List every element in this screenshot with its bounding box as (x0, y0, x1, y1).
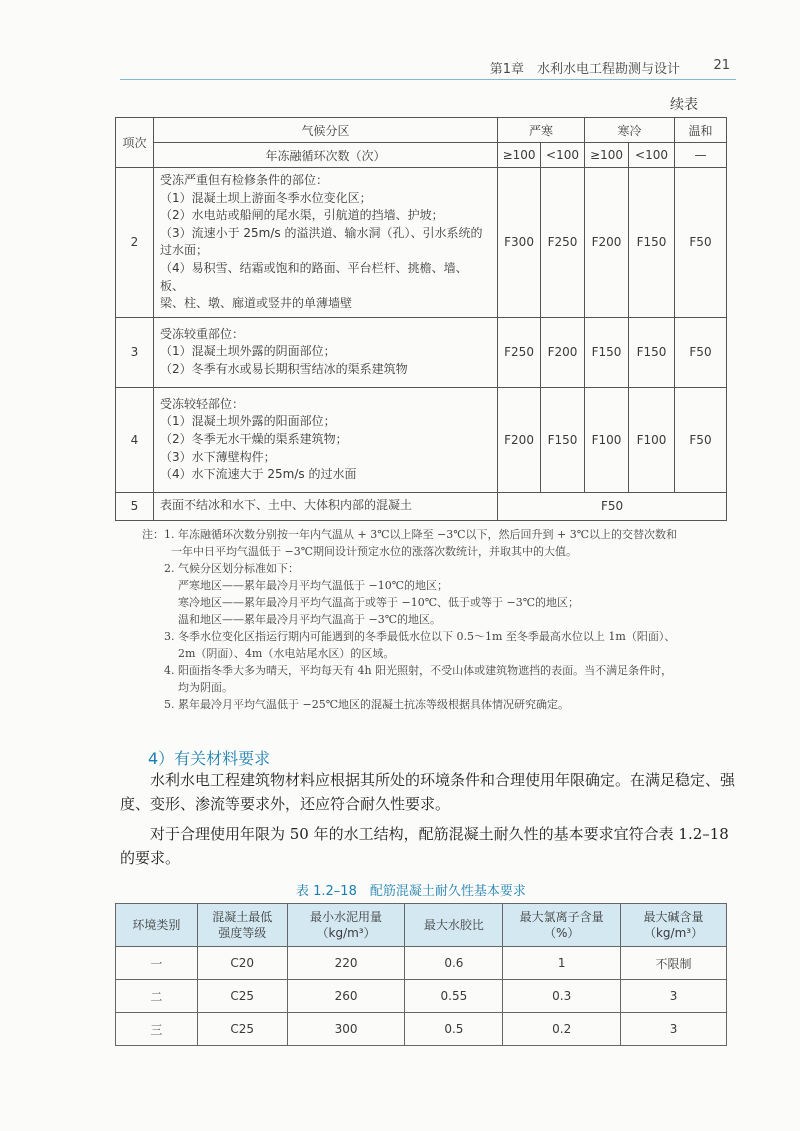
header-cell (197, 904, 287, 947)
desc-line: （4）水下流速大于 25m/s 的过水面 (159, 467, 357, 482)
table-row (116, 168, 727, 318)
note-line: 严寒地区——累年最冷月平均气温低于 −10℃的地区； (178, 579, 449, 592)
header-cell (287, 904, 405, 947)
table-cell: 220 (287, 947, 405, 980)
desc-line: （2）水电站或船闸的尾水渠，引航道的挡墙、护坡； (159, 208, 444, 223)
chapter-title: 第1章 水利水电工程勘测与设计 (489, 62, 680, 77)
durability-table (115, 903, 727, 1046)
header-line: （kg/m³） (316, 926, 376, 940)
threshold-cell: <100 (541, 143, 585, 168)
desc-line: （2）冬季有水或易长期积雪结冰的渠系建筑物 (159, 362, 408, 377)
table-cell: 0.3 (503, 980, 621, 1013)
desc-line: （3）水下薄壁构件； (159, 449, 276, 464)
item-cell: 4 (116, 387, 154, 492)
note-line: 寒冷地区——累年最冷月平均气温高于或等于 −10℃、低于或等于 −3℃的地区； (178, 596, 580, 609)
desc-line: 受冻较轻部位： (159, 396, 244, 411)
zone-mild: 温和 (675, 118, 727, 143)
env-class-cell: 三 (116, 1013, 198, 1046)
note-line: 2. 气候分区划分标准如下： (164, 562, 299, 575)
desc-cell (153, 387, 497, 492)
env-class-cell: 二 (116, 980, 198, 1013)
header-cell (503, 904, 621, 947)
value-cell: F50 (675, 387, 727, 492)
value-cell: F150 (629, 317, 675, 387)
continued-label: 续表 (670, 97, 698, 113)
value-cell: F200 (498, 387, 541, 492)
table-cell: 0.2 (503, 1013, 621, 1046)
desc-line: （2）冬季无水干燥的渠系建筑物； (159, 431, 348, 446)
header-cell (116, 904, 198, 947)
page-header (0, 50, 740, 80)
note-line: 注：1. 年冻融循环次数分别按一年内气温从 + 3℃以上降至 −3℃以下，然后回升到 + 3℃以上的交替次数和 (142, 528, 678, 541)
page-number: 21 (713, 58, 730, 73)
table-cell: 3 (621, 980, 727, 1013)
note-line: 均为阴面。 (178, 681, 233, 694)
value-cell: F100 (629, 387, 675, 492)
table-row (116, 1013, 727, 1046)
note-line: 2m（阴面）、4m（水电站尾水区）的区域。 (178, 647, 395, 660)
climate-zone-header: 气候分区 (153, 118, 497, 143)
desc-line: 受冻较重部位： (159, 326, 244, 341)
table-cell: 不限制 (621, 947, 727, 980)
threshold-cell: — (675, 143, 727, 168)
col-item-header: 项次 (116, 118, 154, 168)
header-line: 最小水泥用量 (310, 910, 383, 924)
note-line: 3. 冬季水位变化区指运行期内可能遇到的冬季最低水位以下 0.5～1m 至冬季最高水位以上 1m（阳面）、 (164, 630, 676, 643)
table-row (116, 387, 727, 492)
threshold-cell: ≥100 (498, 143, 541, 168)
section-heading: 4）有关材料要求 (148, 749, 271, 768)
desc-cell: 表面不结冰和水下、土中、大体积内部的混凝土 (153, 492, 497, 520)
table-cell: 0.5 (405, 1013, 503, 1046)
desc-line: （1）混凝土坝外露的阳面部位； (159, 414, 336, 429)
item-cell: 5 (116, 492, 154, 520)
note-line: 温和地区——累年最冷月平均气温高于 −3℃的地区。 (178, 613, 442, 626)
desc-cell (153, 168, 497, 318)
desc-line: （1）混凝土坝外露的阴面部位； (159, 344, 336, 359)
frost-resistance-table (115, 117, 727, 521)
table-notes (142, 526, 742, 713)
header-line: 强度等级 (218, 926, 267, 940)
table-cell: 0.6 (405, 947, 503, 980)
value-cell: F150 (629, 168, 675, 318)
value-cell: F50 (675, 317, 727, 387)
table-cell: C25 (197, 1013, 287, 1046)
table-row (116, 492, 727, 520)
desc-line: 受冻严重但有检修条件的部位： (159, 173, 328, 187)
threshold-cell: ≥100 (585, 143, 629, 168)
table-caption: 表 1.2–18 配筋混凝土耐久性基本要求 (296, 884, 526, 899)
header-cell (621, 904, 727, 947)
table-cell: 3 (621, 1013, 727, 1046)
header-rule (120, 79, 736, 80)
item-cell: 3 (116, 317, 154, 387)
zone-severe: 严寒 (498, 118, 585, 143)
zone-cold: 寒冷 (585, 118, 675, 143)
desc-line: （4）易积雪、结霜或饱和的路面、平台栏杆、挑檐、墙、板、 (159, 260, 468, 293)
value-cell: F250 (498, 317, 541, 387)
table-cell: 1 (503, 947, 621, 980)
value-cell: F250 (541, 168, 585, 318)
table-cell: 300 (287, 1013, 405, 1046)
value-cell: F300 (498, 168, 541, 318)
item-cell: 2 (116, 168, 154, 318)
note-line: 一年中日平均气温低于 −3℃期间设计预定水位的涨落次数统计，并取其中的大值。 (171, 545, 578, 558)
value-cell: F150 (541, 387, 585, 492)
header-line: 最大氯离子含量 (519, 910, 604, 924)
table-cell: 0.55 (405, 980, 503, 1013)
desc-cell (153, 317, 497, 387)
desc-line: 过水面； (159, 243, 208, 258)
header-line: （%） (543, 926, 580, 940)
note-line: 5. 累年最冷月平均气温低于 −25℃地区的混凝土抗冻等级根据具体情况研究确定。 (164, 698, 570, 711)
value-cell: F200 (585, 168, 629, 318)
freeze-cycles-header: 年冻融循环次数（次） (153, 143, 497, 168)
value-cell: F200 (541, 317, 585, 387)
table-cell: C20 (197, 947, 287, 980)
env-class-cell: 一 (116, 947, 198, 980)
table-cell: C25 (197, 980, 287, 1013)
header-line: 环境类别 (132, 918, 181, 932)
value-cell: F100 (585, 387, 629, 492)
desc-line: 梁、柱、墩、廊道或竖井的单薄墙壁 (159, 296, 352, 311)
value-cell: F150 (585, 317, 629, 387)
desc-line: （1）混凝土坝上游面冬季水位变化区； (159, 190, 372, 205)
table-row (116, 980, 727, 1013)
table-cell: 260 (287, 980, 405, 1013)
header-line: （kg/m³） (643, 926, 704, 940)
merged-value-cell: F50 (498, 492, 727, 520)
table-row (116, 317, 727, 387)
header-line: 混凝土最低 (212, 910, 273, 924)
body-paragraph: 对于合理使用年限为 50 年的水工结构，配筋混凝土耐久性的基本要求宜符合表 1.2–18 的要求。 (120, 825, 729, 867)
note-line: 4. 阳面指冬季大多为晴天，平均每天有 4h 阳光照射，不受山体或建筑物遮挡的表面。当不满足条件时， (164, 664, 673, 677)
header-cell (405, 904, 503, 947)
body-paragraph: 水利水电工程建筑物材料应根据其所处的环境条件和合理使用年限确定。在满足稳定、强度、变形、渗流等要求外，还应符合耐久性要求。 (120, 771, 736, 813)
table-row (116, 947, 727, 980)
threshold-cell: <100 (629, 143, 675, 168)
desc-line: （3）流速小于 25m/s 的溢洪道、输水洞（孔）、引水系统的 (159, 225, 483, 240)
header-line: 最大水胶比 (423, 918, 484, 932)
value-cell: F50 (675, 168, 727, 318)
header-line: 最大碱含量 (643, 910, 704, 924)
